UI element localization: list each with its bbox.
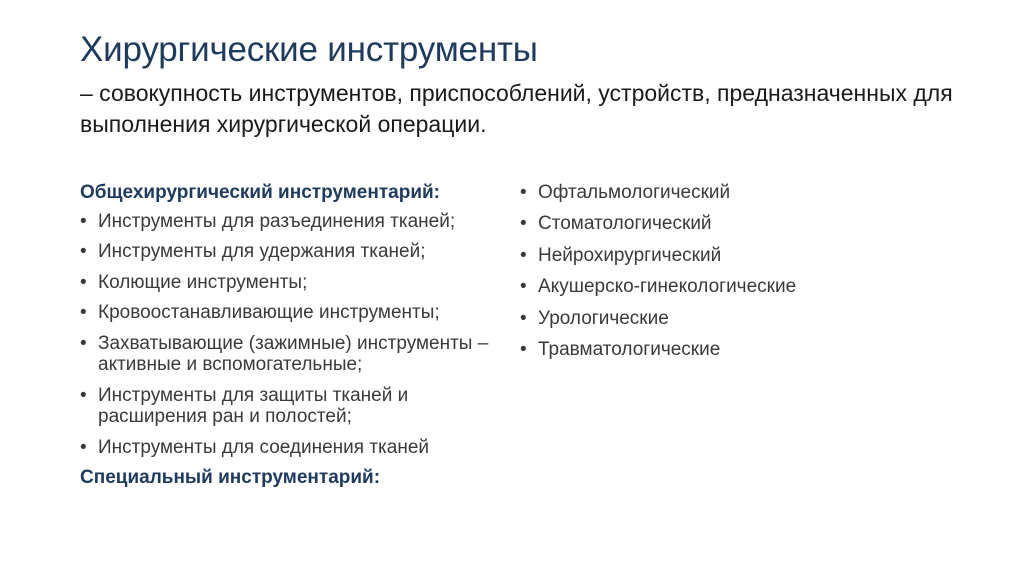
list-item: • Захватывающие (зажимные) инструменты – активные и вспомогательные; bbox=[80, 333, 500, 376]
left-column bbox=[80, 182, 500, 490]
general-instruments-list bbox=[80, 211, 500, 458]
list-item: • Офтальмологический bbox=[520, 182, 940, 203]
list-item: • Урологические bbox=[520, 308, 940, 329]
special-instruments-list bbox=[520, 182, 940, 361]
list-item: • Колющие инструменты; bbox=[80, 272, 500, 293]
definition-text: – совокупность инструментов, приспособлений, устройств, предназначенных для выполнения хирургической операции. bbox=[80, 80, 953, 138]
special-instruments-heading: Специальный инструментарий: bbox=[80, 467, 381, 489]
list-item: • Акушерско-гинекологические bbox=[520, 276, 940, 297]
slide-title: Хирургические инструменты bbox=[80, 30, 538, 69]
list-item: • Инструменты для удержания тканей; bbox=[80, 241, 500, 262]
list-item: • Стоматологический bbox=[520, 213, 940, 234]
list-item: • Инструменты для соединения тканей bbox=[80, 437, 500, 458]
right-column bbox=[520, 182, 940, 371]
list-item: • Нейрохирургический bbox=[520, 245, 940, 266]
list-item: • Травматологические bbox=[520, 339, 940, 360]
list-item: • Инструменты для разъединения тканей; bbox=[80, 211, 500, 232]
list-item: • Кровоостанавливающие инструменты; bbox=[80, 302, 500, 323]
general-instruments-heading: Общехирургический инструментарий: bbox=[80, 182, 441, 203]
list-item: • Инструменты для защиты тканей и расширения ран и полостей; bbox=[80, 385, 500, 428]
